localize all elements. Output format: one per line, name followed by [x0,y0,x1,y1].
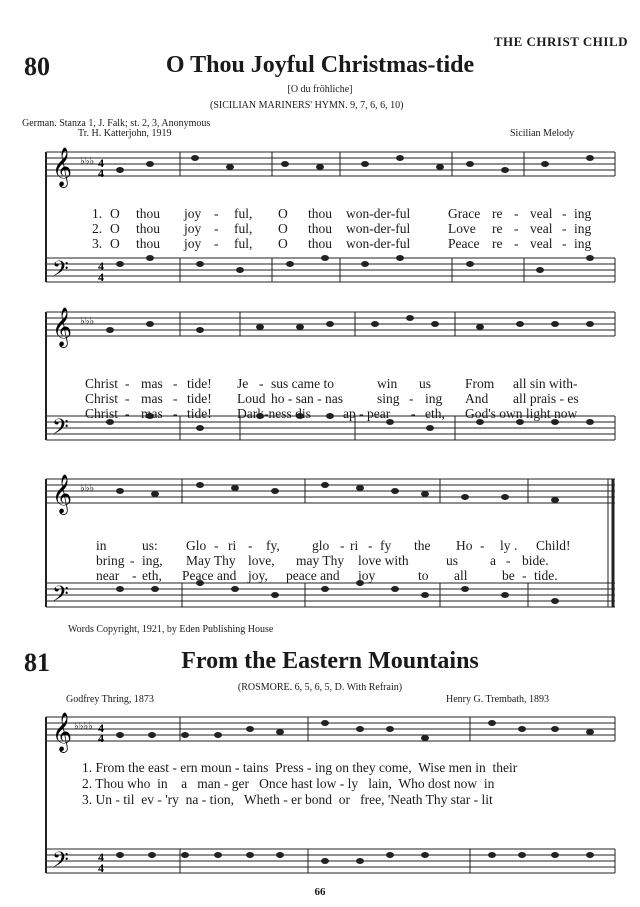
svg-text:𝄞: 𝄞 [52,712,73,752]
hymn-81-lyrics [82,760,517,808]
hymn-80-tune-meter: (SICILIAN MARINERS' HYMN. 9, 7, 6, 6, 10) [210,100,404,111]
hymn-80-tune-credit: Sicilian Melody [510,128,575,139]
svg-text:𝄞: 𝄞 [52,474,73,514]
hymn-80-original-title: [O du fröhliche] [287,84,353,95]
verse-line-1: in us: Glo - ri - fy, glo - ri - fy the Ho - ly . Child! [96,538,571,553]
svg-text:4: 4 [98,861,104,875]
verse-line-1: 1. O thou joy - ful, O thou won-der-ful Grace re - veal - ing [92,206,592,221]
svg-text:4: 4 [98,156,104,170]
hymn-81-author: Godfrey Thring, 1873 [66,694,154,705]
hymn-81-tune-meter: (ROSMORE. 6, 5, 6, 5, D. With Refrain) [237,682,403,693]
verse-line-2: 2. O thou joy - ful, O thou won-der-ful Love re - veal - ing [92,221,592,236]
hymn-80-credit-2: Tr. H. Katterjohn, 1919 [78,128,172,139]
svg-text:𝄞: 𝄞 [52,307,73,347]
svg-text:𝄢: 𝄢 [52,848,69,878]
svg-text:♭♭♭: ♭♭♭ [80,156,95,167]
svg-text:4: 4 [98,270,104,284]
svg-text:𝄞: 𝄞 [52,147,73,187]
svg-text:4: 4 [98,850,104,864]
hymn-81-number: 81 [24,648,50,677]
svg-text:♭♭♭: ♭♭♭ [80,483,95,494]
verse-line-1: Christ - mas - tide! Je - sus came to win us From all sin with- [85,376,578,391]
hymn-80-copyright: Words Copyright, 1921, by Eden Publishing House [68,624,274,635]
verse-line-3: 3. Un - til ev - 'ry na - tion, Wheth - er bond or free, 'Neath Thy star - lit [82,792,493,807]
verse-line-2: 2. Thou who in a man - ger Once hast low - ly lain, Who dost now in [82,776,495,791]
svg-text:♭♭♭♭: ♭♭♭♭ [74,721,93,732]
hymn-80-number: 80 [24,52,50,81]
svg-text:𝄢: 𝄢 [52,257,69,287]
svg-text:4: 4 [98,731,104,745]
hymn-80-credit-1: German. Stanza 1, J. Falk; st. 2, 3, Anonymous [22,118,211,129]
svg-text:4: 4 [98,259,104,273]
verse-line-1: 1. From the east - ern moun - tains Press - ing on they come, Wise men in their [82,760,518,775]
verse-line-2: Christ - mas - tide! Loud ho - san - nas sing - ing And all prais - es [85,391,579,406]
hymn-81-title: From the Eastern Mountains [181,648,479,674]
svg-text:𝄢: 𝄢 [52,582,69,612]
svg-text:♭♭♭: ♭♭♭ [80,316,95,327]
svg-text:𝄢: 𝄢 [52,415,69,445]
hymn-81-composer: Henry G. Trembath, 1893 [446,694,550,705]
page-number: 66 [314,886,326,898]
verse-line-3: near - eth, Peace and joy, peace and joy to all be - tide. [96,568,558,583]
section-header: THE CHRIST CHILD [493,34,628,49]
hymn-80-title: O Thou Joyful Christmas-tide [165,52,475,78]
verse-line-3: Christ - mas - tide! Dark-ness dis - ap - pear - eth, God's own light now [85,406,578,421]
verse-line-2: bring - ing, May Thy love, may Thy love with us a - bide. [96,553,549,568]
verse-line-3: 3. O thou joy - ful, O thou won-der-ful Peace re - veal - ing [92,236,592,251]
svg-text:4: 4 [98,166,104,180]
svg-text:4: 4 [98,721,104,735]
